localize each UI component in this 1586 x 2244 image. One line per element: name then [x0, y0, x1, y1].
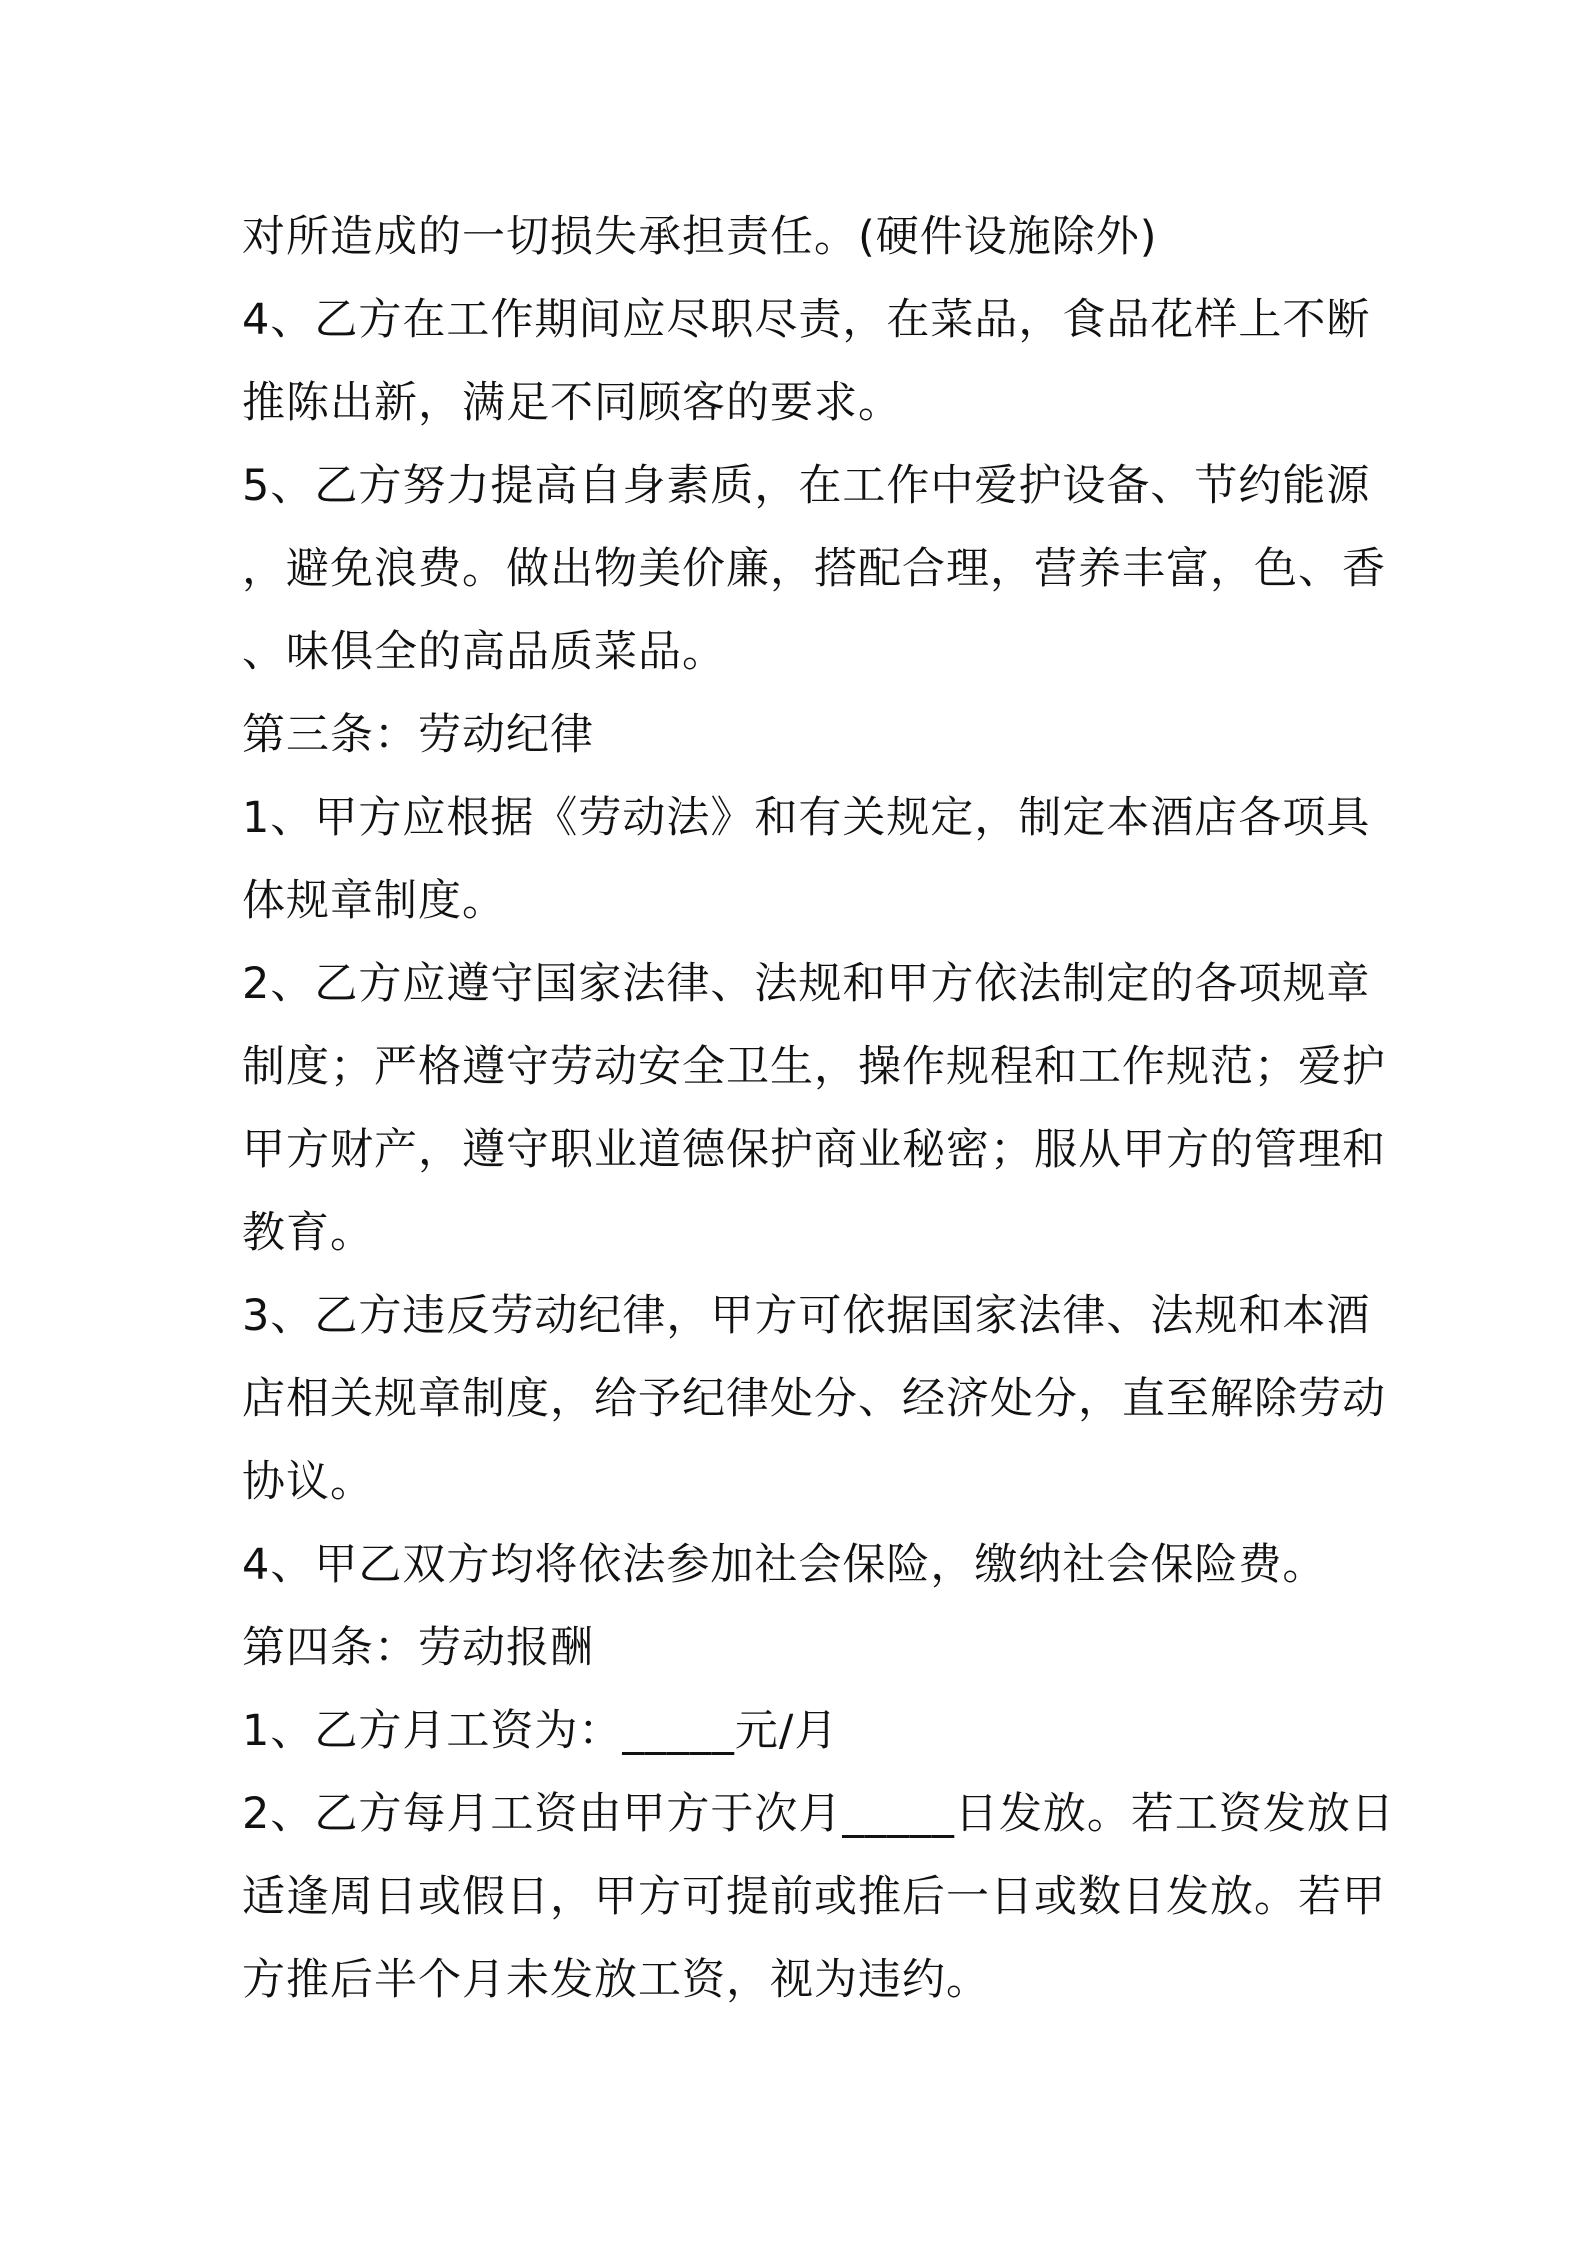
text-line: 适逢周日或假日，甲方可提前或推后一日或数日发放。若甲 — [242, 1872, 1386, 1922]
section-heading: 第三条：劳动纪律 — [242, 710, 594, 760]
text-line: 方推后半个月未发放工资，视为违约。 — [242, 1955, 990, 2005]
text-line: 制度；严格遵守劳动安全卫生，操作规程和工作规范；爱护 — [242, 1042, 1386, 1092]
text-line: 3、乙方违反劳动纪律，甲方可依据国家法律、法规和本酒 — [242, 1291, 1371, 1341]
text-line: ，避免浪费。做出物美价廉，搭配合理，营养丰富，色、香 — [242, 544, 1386, 594]
text-line: 甲方财产，遵守职业道德保护商业秘密；服从甲方的管理和 — [242, 1125, 1386, 1175]
text-line: 店相关规章制度，给予纪律处分、经济处分，直至解除劳动 — [242, 1374, 1386, 1424]
text-line: 协议。 — [242, 1457, 374, 1507]
text-line: 2、乙方每月工资由甲方于次月_____日发放。若工资发放日 — [242, 1789, 1395, 1839]
text-line: 、味俱全的高品质菜品。 — [242, 627, 726, 677]
text-line: 5、乙方努力提高自身素质，在工作中爱护设备、节约能源 — [242, 461, 1371, 511]
text-line: 1、甲方应根据《劳动法》和有关规定，制定本酒店各项具 — [242, 793, 1371, 843]
text-line: 4、甲乙双方均将依法参加社会保险，缴纳社会保险费。 — [242, 1540, 1327, 1590]
document-body — [242, 196, 1395, 2022]
text-line: 对所造成的一切损失承担责任。(硬件设施除外) — [242, 212, 1158, 262]
text-line: 推陈出新，满足不同顾客的要求。 — [242, 378, 902, 428]
text-line: 4、乙方在工作期间应尽职尽责，在菜品，食品花样上不断 — [242, 295, 1371, 345]
section-heading: 第四条：劳动报酬 — [242, 1623, 594, 1673]
text-line: 2、乙方应遵守国家法律、法规和甲方依法制定的各项规章 — [242, 959, 1371, 1009]
text-line: 体规章制度。 — [242, 876, 506, 926]
text-line: 教育。 — [242, 1208, 374, 1258]
text-line: 1、乙方月工资为：_____元/月 — [242, 1706, 839, 1756]
